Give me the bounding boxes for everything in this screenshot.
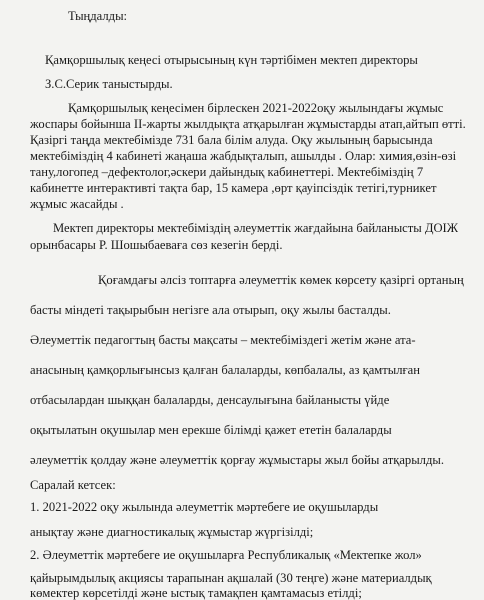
paragraph-1-line-1: Қамқоршылық кеңесі отырысының күн тәртібімен мектеп директоры — [45, 53, 418, 67]
list-item-2-line-2: қайырымдылық акциясы тарапынан ақшалай (30 теңге) және материалдық — [30, 571, 432, 585]
paragraph-5-line-2: анасының қамқорлығынсыз қалған балаларды, көпбалалы, аз қамтылған — [30, 363, 421, 377]
paragraph-1-line-2: З.С.Серик таныстырды. — [45, 77, 173, 91]
paragraph-5-line-4: оқытылатын оқушылар мен ерекше білімді қажет ететін балаларды — [30, 423, 392, 437]
paragraph-2-line-4: мектебіміздің 4 кабинеті жаңаша жабдықталып, ашылды . Олар: химия,өзін-өзі — [30, 149, 457, 163]
paragraph-5-line-3: отбасылардан шыққан балаларды, денсаулығына байланысты үйде — [30, 393, 390, 407]
paragraph-6: Саралай кетсек: — [30, 478, 116, 492]
paragraph-2-line-6: кабинетте интерактивті тақта бар, 15 камера ,өрт қауіпсіздік тетігі,турникет — [30, 181, 437, 195]
paragraph-5-line-5: әлеуметтік қолдау және әлеуметтік қорғау жұмыстары жыл бойы атқарылды. — [30, 453, 444, 467]
paragraph-2-line-7: жұмыс жасайды . — [30, 197, 124, 211]
list-item-2-line-3: көмектер көрсетілді және ыстық тамақпен қамтамасыз етілді; — [30, 586, 362, 600]
paragraph-5-line-1: Әлеуметтік педагогтың басты мақсаты – мектебіміздегі жетім және ата- — [30, 333, 416, 347]
heading: Тыңдалды: — [68, 9, 128, 23]
paragraph-2-line-1: Қамқоршылық кеңесімен бірлескен 2021-2022оқу жылындағы жұмыс — [68, 101, 444, 115]
paragraph-2-line-5: тану,логопед –дефектолог,әскери дайындық кабинеттері. Мектебіміздің 7 — [30, 165, 424, 179]
paragraph-3-line-2: орынбасары Р. Шошыбаеваға сөз кезегін берді. — [30, 238, 283, 252]
paragraph-4-line-1: Қоғамдағы әлсіз топтарға әлеуметтік көмек көрсету қазіргі ортаның — [98, 273, 464, 287]
list-item-1-line-1: 1. 2021-2022 оқу жылында әлеуметтік мәртебеге ие оқушыларды — [30, 500, 379, 514]
paragraph-2-line-2: жоспары бойынша ІІ-жарты жылдықта атқарылған жұмыстарды атап,айтып өтті. — [30, 117, 466, 131]
list-item-1-line-2: анықтау және диагностикалық жұмыстар жүргізілді; — [30, 525, 314, 539]
paragraph-4-line-2: басты міндеті тақырыбын негізге ала отырып, оқу жылы басталды. — [30, 303, 391, 317]
paragraph-3-line-1: Мектеп директоры мектебіміздің әлеуметтік жағдайына байланысты ДОІЖ — [53, 221, 459, 235]
list-item-2-line-1: 2. Әлеуметтік мәртебеге ие оқушыларға Республикалық «Мектепке жол» — [30, 548, 422, 562]
paragraph-2-line-3: Қазіргі таңда мектебімізде 731 бала білім алуда. Оқу жылының барысында — [30, 133, 433, 147]
